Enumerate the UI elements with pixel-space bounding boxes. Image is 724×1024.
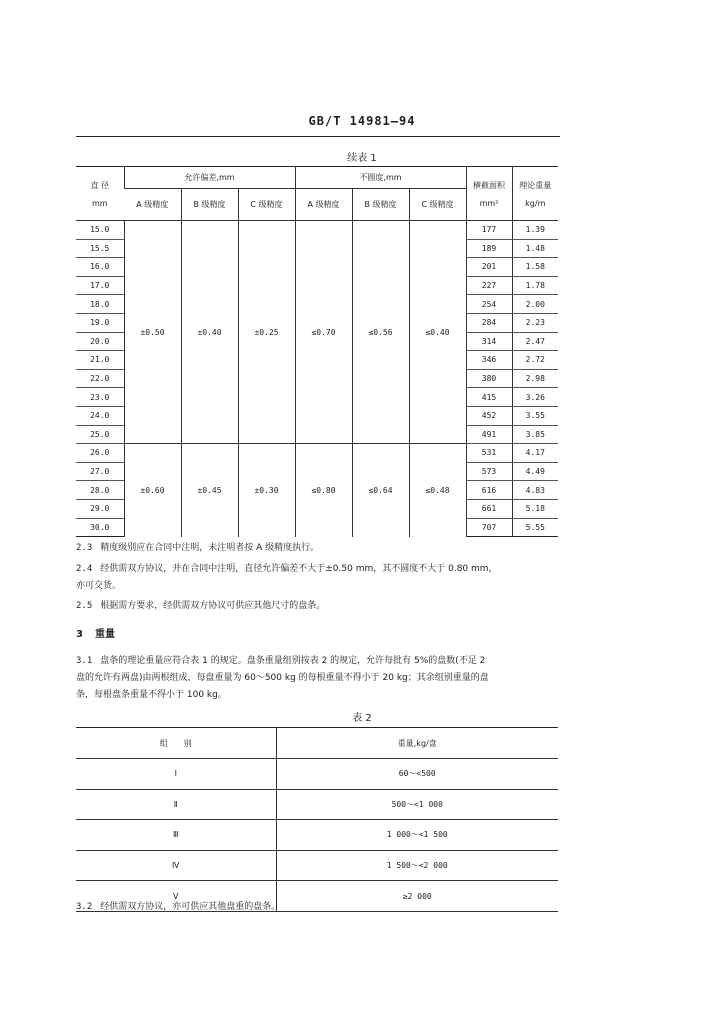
weight-cell: 3.26 [512,388,558,407]
coil-weight-cell: 500～<1 000 [276,789,558,820]
weight-cell: 3.55 [512,406,558,425]
diameter-cell: 26.0 [76,444,124,463]
clause-3-1-number: 3.1 [76,656,93,666]
weight-cell: 1.48 [512,239,558,258]
diameter-cell: 18.0 [76,295,124,314]
standard-header: GB/T 14981—94 [308,114,416,128]
tolerance-cell: ±0.30 [238,444,295,537]
weight-cell: 4.49 [512,462,558,481]
diameter-cell: 15.0 [76,221,124,240]
diameter-cell: 23.0 [76,388,124,407]
diameter-cell: 24.0 [76,406,124,425]
clause-2-4-continuation: 亦可交货。 [76,581,122,591]
weight-cell: 2.00 [512,295,558,314]
weight-cell: 4.83 [512,481,558,500]
diameter-cell: 16.0 [76,258,124,277]
diameter-cell: 28.0 [76,481,124,500]
weight-cell: 3.85 [512,425,558,444]
area-cell: 346 [466,351,512,370]
rnd-grade-a: A 级精度 [295,189,352,221]
weight-cell: 2.72 [512,351,558,370]
weight-cell: 4.17 [512,444,558,463]
table2-caption: 表 2 [352,713,372,724]
table-row [76,850,558,881]
clause-2-5 [76,598,560,615]
col-area-label: 横截面积 [473,180,506,190]
table-row [76,444,558,463]
diameter-cell: 21.0 [76,351,124,370]
coil-weight-cell: ≥2 000 [276,881,558,912]
clause-2-4-text: 经供需双方协议，并在合同中注明，直径允许偏差不大于±0.50 mm，其不圆度不大于 0.80 mm， [100,564,498,574]
tolerance-cell: ±0.60 [124,444,181,537]
rnd-grade-c: C 级精度 [409,189,466,221]
tol-grade-a: A 级精度 [124,189,181,221]
clause-3-1-line2: 盘的允许有两盘)由两根组成，每盘重量为 60～500 kg 的每根重量不得小于 20 kg；其余组别重量的盘 [76,673,489,683]
header-rule [76,136,560,137]
clause-2-3 [76,540,560,557]
diameter-cell: 19.0 [76,313,124,332]
roundness-cell: ≤0.48 [409,444,466,537]
area-cell: 189 [466,239,512,258]
diameter-cell: 15.5 [76,239,124,258]
col-diameter-unit: mm [91,198,108,208]
diameter-cell: 27.0 [76,462,124,481]
area-cell: 177 [466,221,512,240]
tol-grade-b: B 级精度 [181,189,238,221]
area-cell: 254 [466,295,512,314]
weight-cell: 2.47 [512,332,558,351]
area-cell: 452 [466,406,512,425]
roundness-cell: ≤0.70 [295,221,352,444]
col-area-unit: mm² [479,198,499,208]
col-diameter-label: 直 径 [90,180,110,190]
clause-3-1-text: 盘条的理论重量应符合表 1 的规定。盘条重量组别按表 2 的规定，允许每批有 5%的盘数(不足 2 [100,656,486,666]
diameter-cell: 22.0 [76,369,124,388]
table1-caption: 续表 1 [347,153,377,164]
table2-body [76,759,558,912]
clause-2-4 [76,561,560,595]
col-coil-weight-header: 重量,kg/盘 [276,728,558,759]
section-3-number: 3 [76,629,83,640]
section-3-title: 重量 [94,629,115,640]
diameter-cell: 30.0 [76,518,124,537]
diameter-cell: 25.0 [76,425,124,444]
group-roundness-header: 不圆度,mm [295,167,466,189]
table-row [76,820,558,851]
col-area-header [466,167,512,221]
area-cell: 284 [466,313,512,332]
area-cell: 491 [466,425,512,444]
rnd-grade-b: B 级精度 [352,189,409,221]
coil-weight-cell: 1 500～<2 000 [276,850,558,881]
tolerance-cell: ±0.50 [124,221,181,444]
coil-weight-cell: 1 000～<1 500 [276,820,558,851]
col-weight-unit: kg/m [525,198,546,208]
group-cell: Ⅰ [76,759,276,790]
roundness-cell: ≤0.80 [295,444,352,537]
group-cell: Ⅴ [76,881,276,912]
area-cell: 616 [466,481,512,500]
area-cell: 661 [466,499,512,518]
clause-3-2-number: 3.2 [76,902,93,912]
tolerance-cell: ±0.25 [238,221,295,444]
tolerance-cell: ±0.40 [181,221,238,444]
diameter-cell: 29.0 [76,499,124,518]
coil-weight-table [76,727,558,912]
weight-cell: 1.78 [512,276,558,295]
clause-3-1 [76,653,560,704]
area-cell: 380 [466,369,512,388]
area-cell: 201 [466,258,512,277]
group-cell: Ⅱ [76,789,276,820]
coil-weight-cell: 60～<500 [276,759,558,790]
roundness-cell: ≤0.56 [352,221,409,444]
area-cell: 415 [466,388,512,407]
section-3-heading [76,625,115,640]
clause-2-5-text: 根据需方要求，经供需双方协议可供应其他尺寸的盘条。 [100,601,326,611]
table1-body [76,221,558,537]
weight-cell: 2.23 [512,313,558,332]
weight-cell: 5.55 [512,518,558,537]
clause-3-2-text: 经供需双方协议，亦可供应其他盘重的盘条。 [100,902,281,912]
tolerance-cell: ±0.45 [181,444,238,537]
tol-grade-c: C 级精度 [238,189,295,221]
area-cell: 531 [466,444,512,463]
roundness-cell: ≤0.40 [409,221,466,444]
weight-cell: 1.39 [512,221,558,240]
weight-cell: 1.58 [512,258,558,277]
diameter-tolerance-table [76,166,558,537]
col-weight-header [512,167,558,221]
clause-3-1-line3: 条，每根盘条重量不得小于 100 kg。 [76,690,227,700]
col-diameter-header [76,167,124,221]
group-cell: Ⅲ [76,820,276,851]
clause-2-4-number: 2.4 [76,564,93,574]
col-weight-label: 理论重量 [519,180,552,190]
diameter-cell: 20.0 [76,332,124,351]
clause-2-5-number: 2.5 [76,601,93,611]
table-row [76,221,558,240]
roundness-cell: ≤0.64 [352,444,409,537]
diameter-cell: 17.0 [76,276,124,295]
area-cell: 227 [466,276,512,295]
clause-2-3-number: 2.3 [76,543,93,553]
clause-2-3-text: 精度级别应在合同中注明，未注明者按 A 级精度执行。 [100,543,320,553]
area-cell: 314 [466,332,512,351]
area-cell: 707 [466,518,512,537]
group-cell: Ⅳ [76,850,276,881]
area-cell: 573 [466,462,512,481]
weight-cell: 5.18 [512,499,558,518]
weight-cell: 2.98 [512,369,558,388]
table-row [76,759,558,790]
clause-3-2 [76,899,560,916]
col-group-header: 组 别 [76,728,276,759]
group-tolerance-header: 允许偏差,mm [124,167,295,189]
table-row [76,789,558,820]
